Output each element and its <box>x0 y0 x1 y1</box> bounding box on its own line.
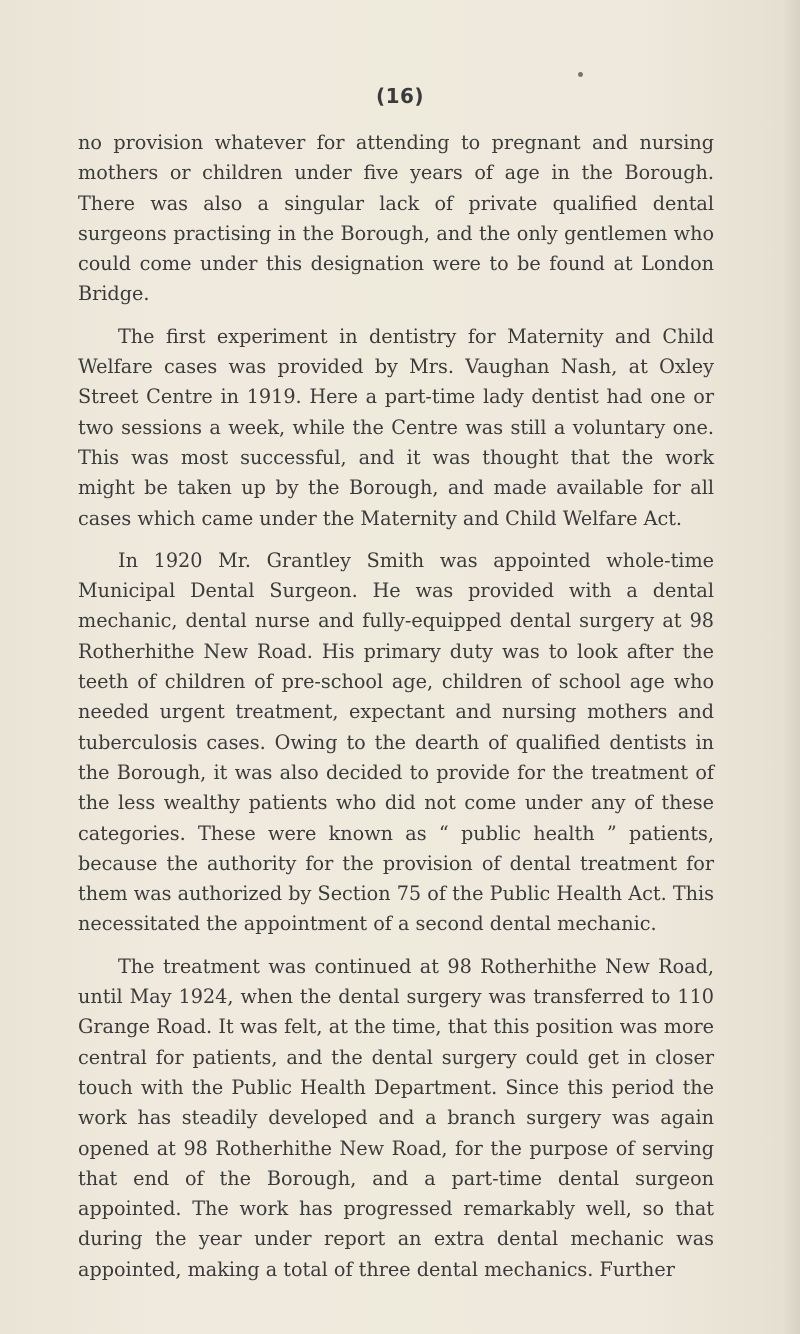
paragraph: no provision whatever for attending to pregnant and nursing mothers or children under five years of age in the Borough. There was also a singular lack of private qualified dental surgeons practising in the Borough, and the only gentlemen who could come under this designation were to be found at London Bridge. <box>78 131 714 306</box>
ink-speck <box>578 72 583 77</box>
paragraph: The treatment was continued at 98 Rotherhithe New Road, until May 1924, when the dental surgery was transferred to 110 Grange Road. It was felt, at the time, that this position was more central for patients, and the dental surgery could get in closer touch with the Public Health Department. Since this period the work has steadily developed and a branch surgery was again opened at 98 Rotherhithe New Road, for the purpose of serving that end of the Borough, and a part-time dental surgeon appointed. The work has progressed remarkably well, so that during the year under report an extra dental mechanic was appointed, making a total of three dental mechanics. Further <box>78 954 714 1281</box>
page-number: (16) <box>375 84 425 108</box>
paragraph: The first experiment in dentistry for Maternity and Child Welfare cases was provided by Mrs. Vaughan Nash, at Oxley Street Centre in 1919. Here a part-time lady dentist had one or two sessions a week, while the Centre was still a voluntary one. This was most successful, and it was thought that the work might be taken up by the Borough, and made available for all cases which came under the Maternity and Child Welfare Act. <box>78 324 714 530</box>
body-text <box>78 128 714 1297</box>
page-edge-shadow <box>782 0 800 1334</box>
paragraph: In 1920 Mr. Grantley Smith was appointed whole-time Municipal Dental Surgeon. He was provided with a dental mechanic, dental nurse and fully-equipped dental surgery at 98 Rotherhithe New Road. His primary duty was to look after the teeth of children of pre-school age, children of school age who needed urgent treatment, expectant and nursing mothers and tuberculosis cases. Owing to the dearth of qualified dentists in the Borough, it was also decided to provide for the treatment of the less wealthy patients who did not come under any of these categories. These were known as “ public health ” patients, because the authority for the provision of dental treatment for them was authorized by Section 75 of the Public Health Act. This necessitated the appointment of a second dental mechanic. <box>78 548 714 936</box>
